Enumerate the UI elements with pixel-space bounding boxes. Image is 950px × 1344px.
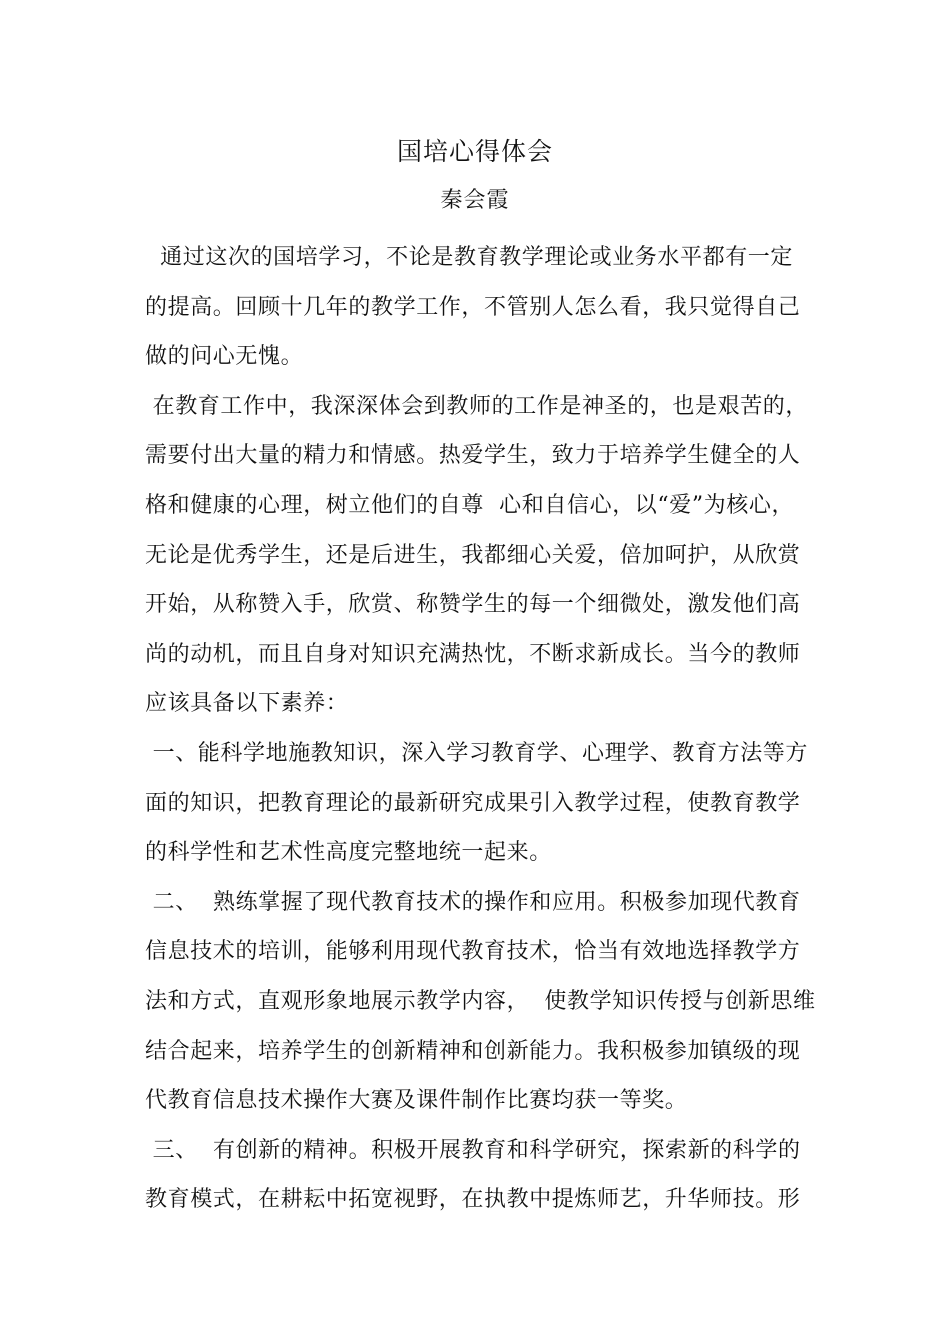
text-line: 的提高。回顾十几年的教学工作，不管别人怎么看，我只觉得自己 bbox=[145, 294, 801, 320]
document-body bbox=[145, 233, 825, 1225]
text-line: 应该具备以下素养： bbox=[145, 691, 349, 717]
text-line: 代教育信息技术操作大赛及课件制作比赛均获一等奖。 bbox=[145, 1088, 688, 1114]
text-line: 开始，从称赞入手，欣赏、称赞学生的每一个细微处，激发他们高 bbox=[145, 592, 801, 618]
text-line: 的科学性和艺术性高度完整地统一起来。 bbox=[145, 840, 552, 866]
text-line: 三、 有创新的精神。积极开展教育和科学研究，探索新的科学的 bbox=[145, 1137, 801, 1163]
text-line: 做的问心无愧。 bbox=[145, 344, 304, 370]
text-line: 信息技术的培训，能够利用现代教育技术，恰当有效地选择教学方 bbox=[145, 939, 801, 965]
text-line: 面的知识，把教育理论的最新研究成果引入教学过程，使教育教学 bbox=[145, 790, 801, 816]
text-line: 结合起来，培养学生的创新精神和创新能力。我积极参加镇级的现 bbox=[145, 1038, 801, 1064]
text-line: 二、 熟练掌握了现代教育技术的操作和应用。积极参加现代教育 bbox=[145, 889, 801, 915]
text-line: 通过这次的国培学习，不论是教育教学理论或业务水平都有一定 bbox=[145, 245, 793, 270]
text-line: 格和健康的心理，树立他们的自尊 心和自信心，以“爱”为核心， bbox=[145, 492, 795, 518]
document-title: 国培心得体会 bbox=[396, 137, 553, 166]
text-line: 需要付出大量的精力和情感。热爱学生，致力于培养学生健全的人 bbox=[145, 443, 801, 469]
text-line: 在教育工作中，我深深体会到教师的工作是神圣的，也是艰苦的， bbox=[145, 393, 808, 419]
document-author: 秦会霞 bbox=[440, 188, 510, 213]
text-line: 无论是优秀学生，还是后进生，我都细心关爱，倍加呵护，从欣赏 bbox=[145, 542, 801, 568]
text-line: 法和方式，直观形象地展示教学内容， 使教学知识传授与创新思维 bbox=[145, 988, 816, 1014]
text-line: 一、能科学地施教知识，深入学习教育学、心理学、教育方法等方 bbox=[145, 740, 808, 766]
text-line: 尚的动机，而且自身对知识充满热忱，不断求新成长。当今的教师 bbox=[145, 641, 801, 667]
text-line: 教育模式，在耕耘中拓宽视野，在执教中提炼师艺，升华师技。形 bbox=[145, 1187, 801, 1213]
